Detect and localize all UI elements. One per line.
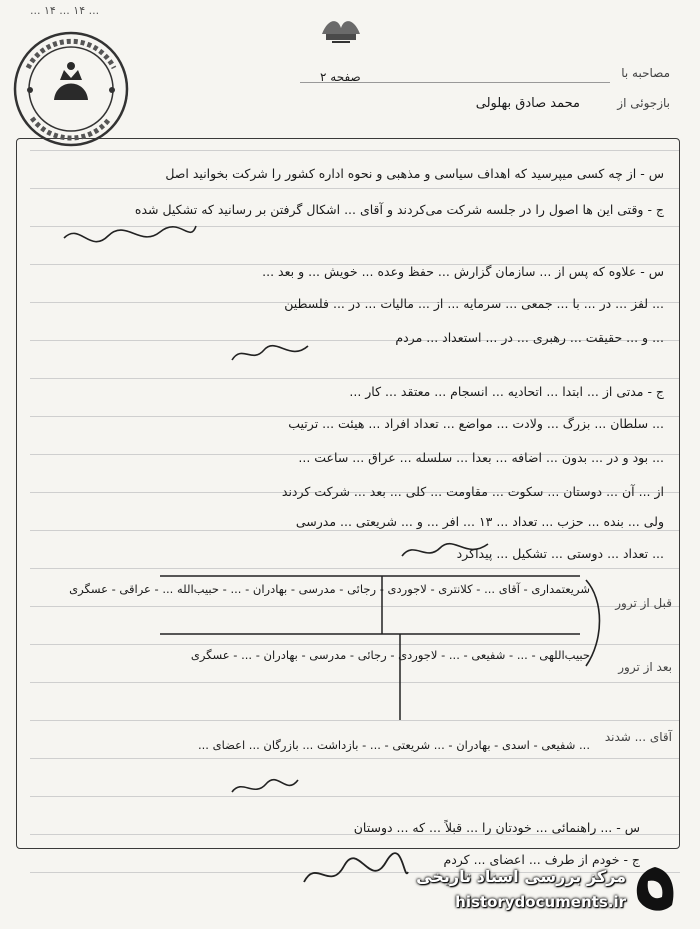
diagram-top-row: شریعتمداری - آقای ... - کلانتری - لاجوردی - رجائی - مدرسی - بهادران - ... - حبیب‌الله ... - عراقی - عسگری <box>69 582 590 596</box>
watermark-title: مرکز بررسی اسناد تاریخی <box>416 867 626 886</box>
interview-label: مصاحبه با <box>621 66 670 80</box>
diagram-middle-row: حبیب‌اللهی - ... - شفیعی - ... - لاجوردی - رجائی - مدرسی - بهادران - ... - عسگری <box>190 648 590 662</box>
body-line-10: ولی ... بنده ... حزب ... تعداد ... ۱۳ ... افر ... و ... شریعتی ... مدرسی <box>295 514 664 529</box>
handwriting-flourish <box>60 218 200 258</box>
body-line-4: ... لفز ... در ... با ... جمعی ... سرمایه ... از ... مالیات ... در ... فلسطین <box>284 296 664 311</box>
archive-logo-icon <box>632 865 678 915</box>
after-label-2: آقای ... شدند <box>604 730 672 744</box>
watermark-url: historydocuments.ir <box>455 893 626 911</box>
final-answer: ج - خودم از طرف ... اعضای ... کردم <box>443 852 640 867</box>
body-line-11: ... تعداد ... دوستی ... تشکیل ... پیداکرد <box>456 546 664 561</box>
before-label: قبل از ترور <box>615 596 672 610</box>
after-label: بعد از ترور <box>618 660 672 674</box>
diagram-bottom-row: ... شفیعی - اسدی - بهادران - ... شریعتی - ... - بازداشت ... بازرگان ... اعضای ... <box>198 738 590 752</box>
body-line-2: ج - وقتی این ها اصول را در جلسه شرکت می‌کردند و آقای ... اشکال گرفتن بر رسانید که تشکیل شده <box>134 202 664 217</box>
signature-mark-2 <box>400 538 490 564</box>
seal-stamp <box>10 28 132 150</box>
final-signature <box>300 852 410 896</box>
signature-mark-3 <box>230 776 300 800</box>
body-line-9: از ... آن ... دوستان ... سکوت ... مقاومت ... کلی ... بعد ... شرکت کردند <box>281 484 664 499</box>
body-line-6: ج - مدتی از ... ابتدا ... اتحادیه ... انسجام ... معتقد ... کار ... <box>349 384 664 399</box>
body-line-3: س - علاوه که پس از ... سازمان گزارش ... حفظ وعده ... خویش ... و بعد ... <box>262 264 664 279</box>
top-note: ... ۱۴ ... ۱۴ ... <box>30 4 100 17</box>
body-line-1: س - از چه کسی میپرسید که اهداف سیاسی و مذهبی و نحوه اداره کشور را شرکت بخوانید اصل <box>165 166 664 181</box>
body-line-7: ... سلطان ... بزرگ ... ولادت ... مواضع ... تعداد افراد ... هیئت ... ترتیب <box>288 416 664 431</box>
body-line-5: ... و ... حقیقت ... رهبری ... در ... استعداد ... مردم <box>395 330 664 345</box>
interrogator-label: بازجوئی از <box>617 96 670 110</box>
interviewee-name: محمد صادق بهلولی <box>475 96 580 111</box>
page-mark: صفحه ۲ <box>320 70 361 84</box>
watermark <box>398 861 678 921</box>
emblem-icon <box>318 14 364 46</box>
signature-mark <box>230 340 310 366</box>
body-line-8: ... بود و در ... بدون ... اضافه ... بعدا ... سلسله ... عراق ... ساعت ... <box>298 450 664 465</box>
final-question: س - ... راهنمائی ... خودتان را ... قبلاً ... که ... دوستان <box>353 820 640 835</box>
